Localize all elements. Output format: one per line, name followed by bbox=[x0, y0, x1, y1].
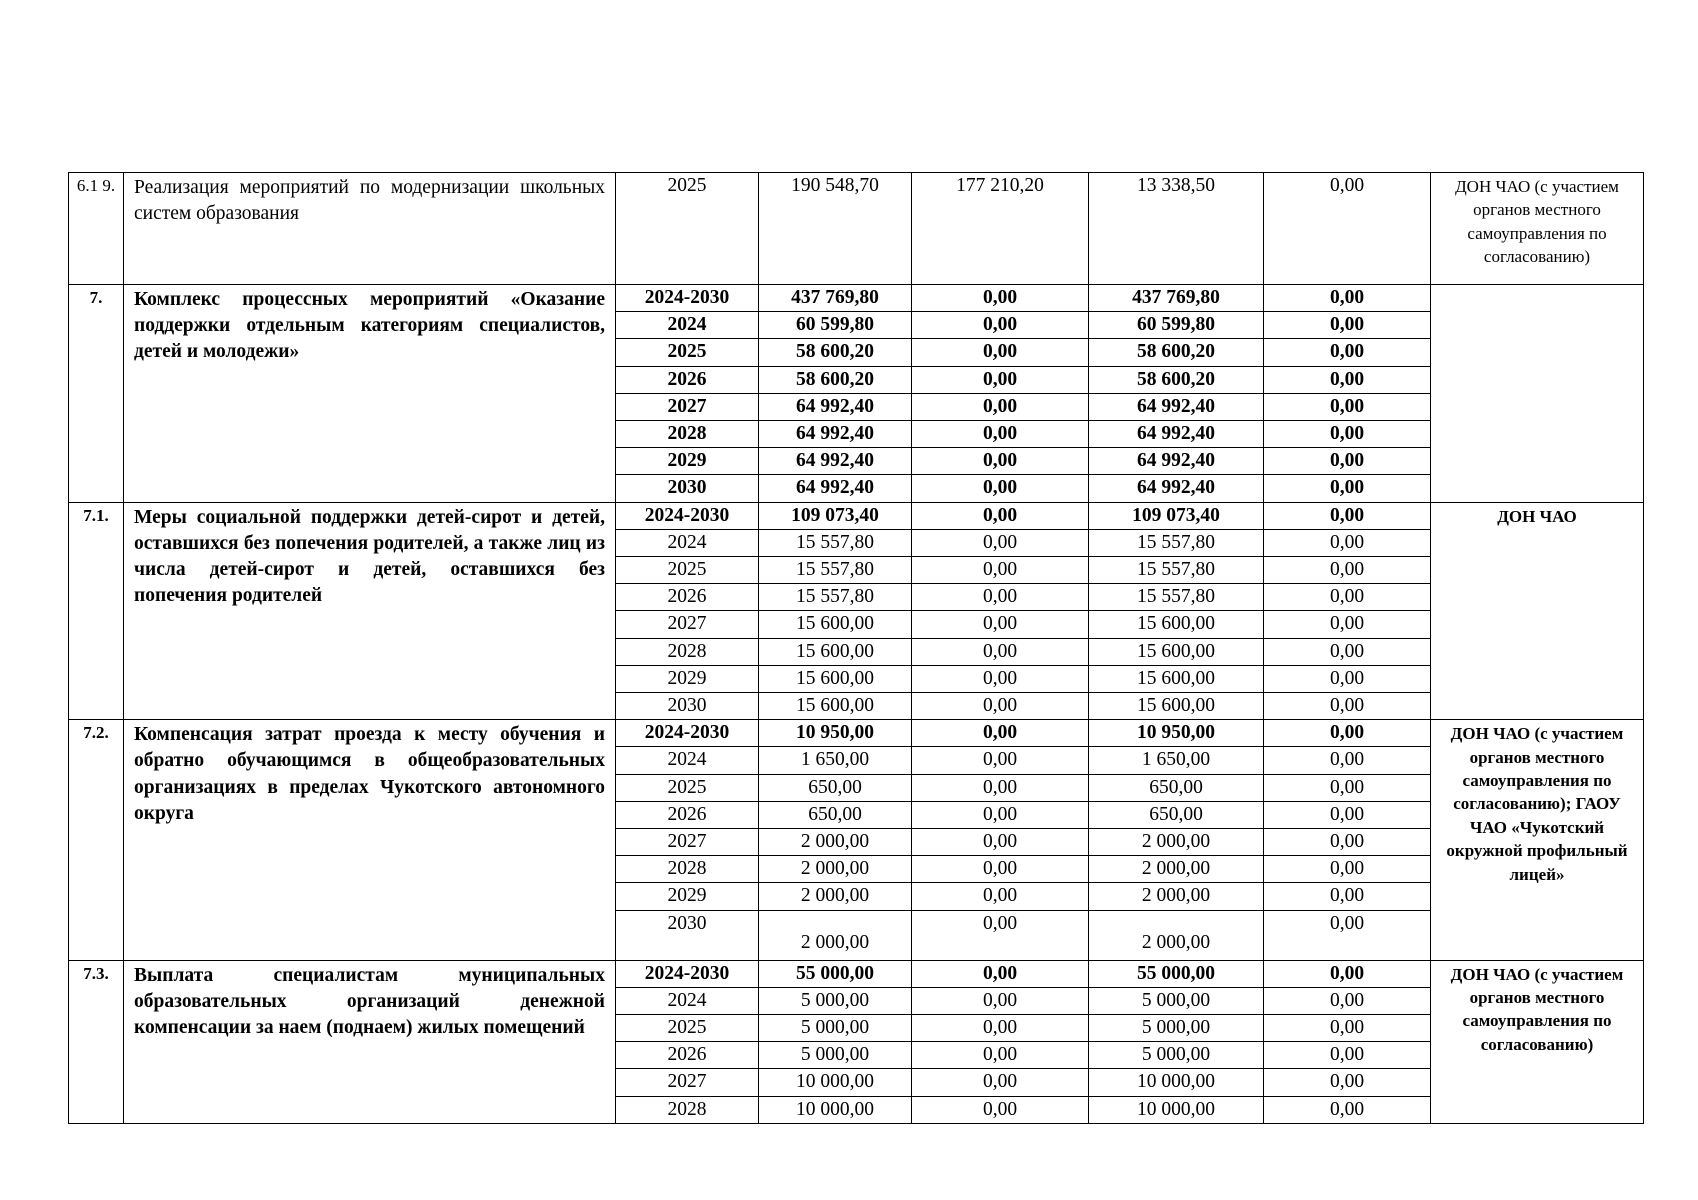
federal-cell: 0,00 bbox=[912, 393, 1089, 420]
year-cell: 2027 bbox=[616, 611, 759, 638]
total-cell: 10 000,00 bbox=[759, 1096, 912, 1123]
regional-cell: 15 557,80 bbox=[1089, 529, 1264, 556]
table-row bbox=[69, 720, 1644, 747]
table-row bbox=[69, 285, 1644, 312]
year-cell: 2024-2030 bbox=[616, 720, 759, 747]
total-cell: 58 600,20 bbox=[759, 339, 912, 366]
other-cell: 0,00 bbox=[1264, 475, 1431, 502]
year-cell: 2025 bbox=[616, 339, 759, 366]
total-cell: 15 557,80 bbox=[759, 584, 912, 611]
table-row bbox=[69, 960, 1644, 987]
regional-cell: 2 000,00 bbox=[1089, 856, 1264, 883]
total-cell: 2 000,00 bbox=[759, 910, 912, 960]
federal-cell: 0,00 bbox=[912, 285, 1089, 312]
other-cell: 0,00 bbox=[1264, 1069, 1431, 1096]
regional-cell: 2 000,00 bbox=[1089, 829, 1264, 856]
year-cell: 2030 bbox=[616, 475, 759, 502]
federal-cell: 0,00 bbox=[912, 312, 1089, 339]
regional-cell: 15 600,00 bbox=[1089, 611, 1264, 638]
year-cell: 2026 bbox=[616, 1042, 759, 1069]
federal-cell: 0,00 bbox=[912, 475, 1089, 502]
year-cell: 2024 bbox=[616, 529, 759, 556]
federal-cell: 0,00 bbox=[912, 339, 1089, 366]
row-number-cell: 7.3. bbox=[69, 960, 124, 1123]
regional-cell: 64 992,40 bbox=[1089, 475, 1264, 502]
total-cell: 2 000,00 bbox=[759, 829, 912, 856]
regional-cell: 109 073,40 bbox=[1089, 502, 1264, 529]
total-cell: 109 073,40 bbox=[759, 502, 912, 529]
federal-cell: 0,00 bbox=[912, 1069, 1089, 1096]
federal-cell: 0,00 bbox=[912, 829, 1089, 856]
federal-cell: 0,00 bbox=[912, 557, 1089, 584]
federal-cell: 0,00 bbox=[912, 1015, 1089, 1042]
regional-cell: 15 600,00 bbox=[1089, 693, 1264, 720]
year-cell: 2029 bbox=[616, 883, 759, 910]
federal-cell: 177 210,20 bbox=[912, 173, 1089, 285]
year-cell: 2025 bbox=[616, 1015, 759, 1042]
federal-cell: 0,00 bbox=[912, 960, 1089, 987]
regional-cell: 2 000,00 bbox=[1089, 883, 1264, 910]
other-cell: 0,00 bbox=[1264, 285, 1431, 312]
table-row bbox=[69, 502, 1644, 529]
total-cell: 64 992,40 bbox=[759, 421, 912, 448]
federal-cell: 0,00 bbox=[912, 883, 1089, 910]
year-cell: 2028 bbox=[616, 421, 759, 448]
row-number-cell: 7. bbox=[69, 285, 124, 503]
year-cell: 2024 bbox=[616, 987, 759, 1014]
year-cell: 2026 bbox=[616, 366, 759, 393]
other-cell: 0,00 bbox=[1264, 883, 1431, 910]
other-cell: 0,00 bbox=[1264, 173, 1431, 285]
executor-cell: ДОН ЧАО (с участием органов местного самоуправления по согласованию) bbox=[1431, 173, 1644, 285]
regional-cell: 10 000,00 bbox=[1089, 1096, 1264, 1123]
regional-cell: 650,00 bbox=[1089, 774, 1264, 801]
federal-cell: 0,00 bbox=[912, 638, 1089, 665]
total-cell: 650,00 bbox=[759, 774, 912, 801]
total-cell: 58 600,20 bbox=[759, 366, 912, 393]
federal-cell: 0,00 bbox=[912, 774, 1089, 801]
total-cell: 5 000,00 bbox=[759, 987, 912, 1014]
year-cell: 2030 bbox=[616, 910, 759, 960]
regional-cell: 10 000,00 bbox=[1089, 1069, 1264, 1096]
year-cell: 2027 bbox=[616, 1069, 759, 1096]
total-cell: 15 600,00 bbox=[759, 638, 912, 665]
total-cell: 60 599,80 bbox=[759, 312, 912, 339]
regional-cell: 5 000,00 bbox=[1089, 1015, 1264, 1042]
regional-cell: 10 950,00 bbox=[1089, 720, 1264, 747]
total-cell: 15 600,00 bbox=[759, 611, 912, 638]
other-cell: 0,00 bbox=[1264, 529, 1431, 556]
row-number-cell: 7.2. bbox=[69, 720, 124, 960]
regional-cell: 60 599,80 bbox=[1089, 312, 1264, 339]
year-cell: 2024-2030 bbox=[616, 960, 759, 987]
total-cell: 64 992,40 bbox=[759, 393, 912, 420]
other-cell: 0,00 bbox=[1264, 856, 1431, 883]
total-cell: 15 557,80 bbox=[759, 529, 912, 556]
federal-cell: 0,00 bbox=[912, 801, 1089, 828]
table-body bbox=[69, 173, 1644, 1124]
row-number-cell: 6.1 9. bbox=[69, 173, 124, 285]
total-cell: 10 000,00 bbox=[759, 1069, 912, 1096]
other-cell: 0,00 bbox=[1264, 312, 1431, 339]
other-cell: 0,00 bbox=[1264, 665, 1431, 692]
regional-cell: 58 600,20 bbox=[1089, 339, 1264, 366]
executor-cell bbox=[1431, 285, 1644, 503]
other-cell: 0,00 bbox=[1264, 366, 1431, 393]
federal-cell: 0,00 bbox=[912, 910, 1089, 960]
other-cell: 0,00 bbox=[1264, 1042, 1431, 1069]
year-cell: 2028 bbox=[616, 1096, 759, 1123]
row-number-cell: 7.1. bbox=[69, 502, 124, 720]
other-cell: 0,00 bbox=[1264, 774, 1431, 801]
year-cell: 2025 bbox=[616, 557, 759, 584]
total-cell: 2 000,00 bbox=[759, 883, 912, 910]
other-cell: 0,00 bbox=[1264, 502, 1431, 529]
other-cell: 0,00 bbox=[1264, 987, 1431, 1014]
federal-cell: 0,00 bbox=[912, 665, 1089, 692]
other-cell: 0,00 bbox=[1264, 638, 1431, 665]
executor-cell: ДОН ЧАО (с участием органов местного самоуправления по согласованию); ГАОУ ЧАО «Чукотский окружной профильный лицей» bbox=[1431, 720, 1644, 960]
regional-cell: 5 000,00 bbox=[1089, 987, 1264, 1014]
federal-cell: 0,00 bbox=[912, 421, 1089, 448]
year-cell: 2029 bbox=[616, 448, 759, 475]
other-cell: 0,00 bbox=[1264, 1015, 1431, 1042]
activity-name-cell: Меры социальной поддержки детей-сирот и детей, оставшихся без попечения родителей, а также лиц из числа детей-сирот и детей, оставшихся без попечения родителей bbox=[124, 502, 616, 720]
total-cell: 1 650,00 bbox=[759, 747, 912, 774]
other-cell: 0,00 bbox=[1264, 448, 1431, 475]
total-cell: 64 992,40 bbox=[759, 475, 912, 502]
regional-cell: 2 000,00 bbox=[1089, 910, 1264, 960]
regional-cell: 650,00 bbox=[1089, 801, 1264, 828]
regional-cell: 58 600,20 bbox=[1089, 366, 1264, 393]
year-cell: 2024 bbox=[616, 312, 759, 339]
year-cell: 2024-2030 bbox=[616, 285, 759, 312]
activity-name-cell: Реализация мероприятий по модернизации школьных систем образования bbox=[124, 173, 616, 285]
total-cell: 55 000,00 bbox=[759, 960, 912, 987]
other-cell: 0,00 bbox=[1264, 557, 1431, 584]
regional-cell: 5 000,00 bbox=[1089, 1042, 1264, 1069]
other-cell: 0,00 bbox=[1264, 1096, 1431, 1123]
year-cell: 2028 bbox=[616, 856, 759, 883]
table-row bbox=[69, 173, 1644, 285]
federal-cell: 0,00 bbox=[912, 448, 1089, 475]
other-cell: 0,00 bbox=[1264, 960, 1431, 987]
regional-cell: 15 600,00 bbox=[1089, 638, 1264, 665]
federal-cell: 0,00 bbox=[912, 1042, 1089, 1069]
other-cell: 0,00 bbox=[1264, 720, 1431, 747]
federal-cell: 0,00 bbox=[912, 987, 1089, 1014]
year-cell: 2027 bbox=[616, 393, 759, 420]
federal-cell: 0,00 bbox=[912, 747, 1089, 774]
executor-cell: ДОН ЧАО bbox=[1431, 502, 1644, 720]
other-cell: 0,00 bbox=[1264, 910, 1431, 960]
federal-cell: 0,00 bbox=[912, 529, 1089, 556]
federal-cell: 0,00 bbox=[912, 693, 1089, 720]
total-cell: 5 000,00 bbox=[759, 1015, 912, 1042]
other-cell: 0,00 bbox=[1264, 339, 1431, 366]
total-cell: 650,00 bbox=[759, 801, 912, 828]
other-cell: 0,00 bbox=[1264, 801, 1431, 828]
federal-cell: 0,00 bbox=[912, 611, 1089, 638]
year-cell: 2027 bbox=[616, 829, 759, 856]
federal-cell: 0,00 bbox=[912, 720, 1089, 747]
year-cell: 2026 bbox=[616, 584, 759, 611]
budget-table bbox=[68, 172, 1644, 1124]
federal-cell: 0,00 bbox=[912, 856, 1089, 883]
regional-cell: 15 600,00 bbox=[1089, 665, 1264, 692]
regional-cell: 64 992,40 bbox=[1089, 393, 1264, 420]
year-cell: 2024 bbox=[616, 747, 759, 774]
year-cell: 2030 bbox=[616, 693, 759, 720]
federal-cell: 0,00 bbox=[912, 1096, 1089, 1123]
regional-cell: 13 338,50 bbox=[1089, 173, 1264, 285]
year-cell: 2028 bbox=[616, 638, 759, 665]
year-cell: 2029 bbox=[616, 665, 759, 692]
year-cell: 2024-2030 bbox=[616, 502, 759, 529]
regional-cell: 55 000,00 bbox=[1089, 960, 1264, 987]
total-cell: 10 950,00 bbox=[759, 720, 912, 747]
total-cell: 15 600,00 bbox=[759, 665, 912, 692]
regional-cell: 1 650,00 bbox=[1089, 747, 1264, 774]
other-cell: 0,00 bbox=[1264, 693, 1431, 720]
other-cell: 0,00 bbox=[1264, 393, 1431, 420]
total-cell: 2 000,00 bbox=[759, 856, 912, 883]
executor-cell: ДОН ЧАО (с участием органов местного самоуправления по согласованию) bbox=[1431, 960, 1644, 1123]
activity-name-cell: Компенсация затрат проезда к месту обучения и обратно обучающимся в общеобразовательных организациях в пределах Чукотского автономного округа bbox=[124, 720, 616, 960]
year-cell: 2025 bbox=[616, 173, 759, 285]
other-cell: 0,00 bbox=[1264, 421, 1431, 448]
total-cell: 437 769,80 bbox=[759, 285, 912, 312]
other-cell: 0,00 bbox=[1264, 829, 1431, 856]
other-cell: 0,00 bbox=[1264, 584, 1431, 611]
total-cell: 5 000,00 bbox=[759, 1042, 912, 1069]
total-cell: 15 600,00 bbox=[759, 693, 912, 720]
regional-cell: 15 557,80 bbox=[1089, 557, 1264, 584]
regional-cell: 64 992,40 bbox=[1089, 448, 1264, 475]
year-cell: 2026 bbox=[616, 801, 759, 828]
activity-name-cell: Выплата специалистам муниципальных образовательных организаций денежной компенсации за наем (поднаем) жилых помещений bbox=[124, 960, 616, 1123]
total-cell: 190 548,70 bbox=[759, 173, 912, 285]
other-cell: 0,00 bbox=[1264, 747, 1431, 774]
regional-cell: 64 992,40 bbox=[1089, 421, 1264, 448]
year-cell: 2025 bbox=[616, 774, 759, 801]
federal-cell: 0,00 bbox=[912, 502, 1089, 529]
regional-cell: 437 769,80 bbox=[1089, 285, 1264, 312]
regional-cell: 15 557,80 bbox=[1089, 584, 1264, 611]
total-cell: 64 992,40 bbox=[759, 448, 912, 475]
federal-cell: 0,00 bbox=[912, 584, 1089, 611]
activity-name-cell: Комплекс процессных мероприятий «Оказание поддержки отдельным категориям специалистов, детей и молодежи» bbox=[124, 285, 616, 503]
other-cell: 0,00 bbox=[1264, 611, 1431, 638]
federal-cell: 0,00 bbox=[912, 366, 1089, 393]
total-cell: 15 557,80 bbox=[759, 557, 912, 584]
